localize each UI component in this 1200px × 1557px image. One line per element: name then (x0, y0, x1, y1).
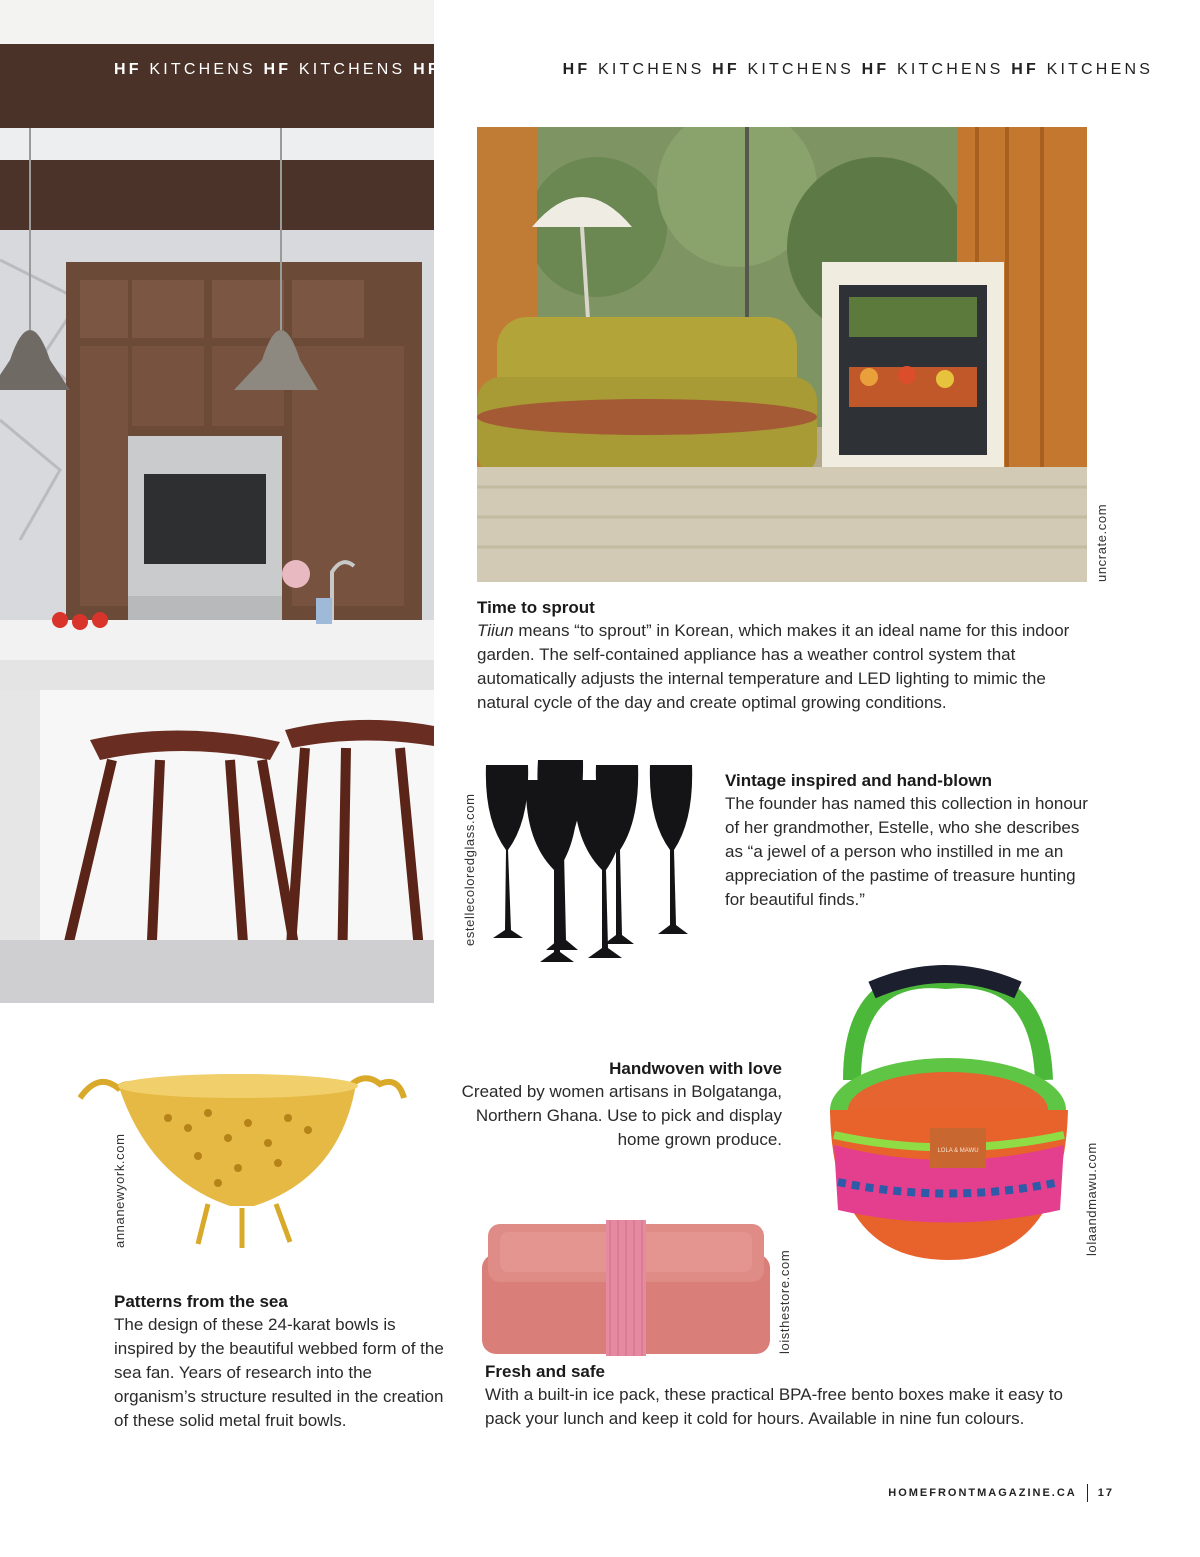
photo-credit-uncrate: uncrate.com (1094, 503, 1109, 582)
header-segment: HF KITCHENS (562, 61, 713, 78)
caption-title: Vintage inspired and hand-blown (725, 771, 992, 790)
caption-body: The design of these 24-karat bowls is inspired by the beautiful webbed form of the sea fan. Years of research into the organism’s structure resulted in the creation of these solid metal fruit bowls. (114, 1315, 444, 1430)
caption-body: Tiiun means “to sprout” in Korean, which makes it an ideal name for this indoor garden. The self-contained appliance has a weather control system that automatically adjusts the internal temperature and LED lighting to mimic the natural cycle of the day and create optimal growing conditions. (477, 621, 1070, 712)
caption-body: Created by women artisans in Bolgatanga, Northern Ghana. Use to pick and display home grown produce. (461, 1082, 782, 1149)
caption-body: With a built-in ice pack, these practical BPA-free bento boxes make it easy to pack your lunch and keep it cold for hours. Available in nine fun colours. (485, 1385, 1063, 1428)
header-segment: HF KITCHENS (114, 61, 264, 78)
caption-body: The founder has named this collection in honour of her grandmother, Estelle, who she describes as “a jewel of a person who instilled in me an appreciation of the pastime of treasure hunting for beautiful finds.” (725, 794, 1088, 909)
caption-title: Time to sprout (477, 598, 595, 617)
header-segment: HF KITCHENS (712, 61, 862, 78)
indoor-garden-photo (477, 127, 1087, 582)
woven-basket-photo (812, 960, 1080, 1270)
kitchen-photo (0, 0, 434, 1003)
header-segment: HF KITCHENS (263, 61, 414, 78)
caption-time-to-sprout (477, 598, 1077, 715)
golden-bowl-photo (78, 1068, 408, 1258)
section-header (0, 44, 1200, 96)
caption-title: Handwoven with love (609, 1059, 782, 1078)
photo-credit-anna: annanewyork.com (112, 1133, 127, 1248)
caption-title: Patterns from the sea (114, 1292, 288, 1311)
photo-credit-lola: lolaandmawu.com (1084, 1142, 1099, 1256)
wine-glasses-photo (478, 760, 706, 975)
footer-site: HOMEFRONTMAGAZINE.CA (888, 1487, 1077, 1499)
caption-fresh-and-safe (485, 1362, 1097, 1431)
header-segment: HF KITCHENS (413, 61, 563, 78)
caption-vintage-hand-blown (725, 771, 1097, 912)
bento-box-photo (478, 1218, 774, 1358)
caption-handwoven (432, 1059, 782, 1152)
page-number: 17 (1097, 1487, 1114, 1499)
header-segment: HF KITCHENS (1011, 61, 1154, 78)
photo-credit-estelle: estellecoloredglass.com (462, 793, 477, 946)
basket-brand-tag: LOLA & MAWU (937, 1148, 979, 1154)
caption-title: Fresh and safe (485, 1362, 605, 1381)
photo-credit-lois: loisthestore.com (777, 1249, 792, 1354)
page-footer (888, 1484, 1114, 1502)
footer-divider (1087, 1484, 1088, 1502)
caption-patterns-from-sea (114, 1292, 444, 1433)
header-segment: HF KITCHENS (861, 61, 1012, 78)
